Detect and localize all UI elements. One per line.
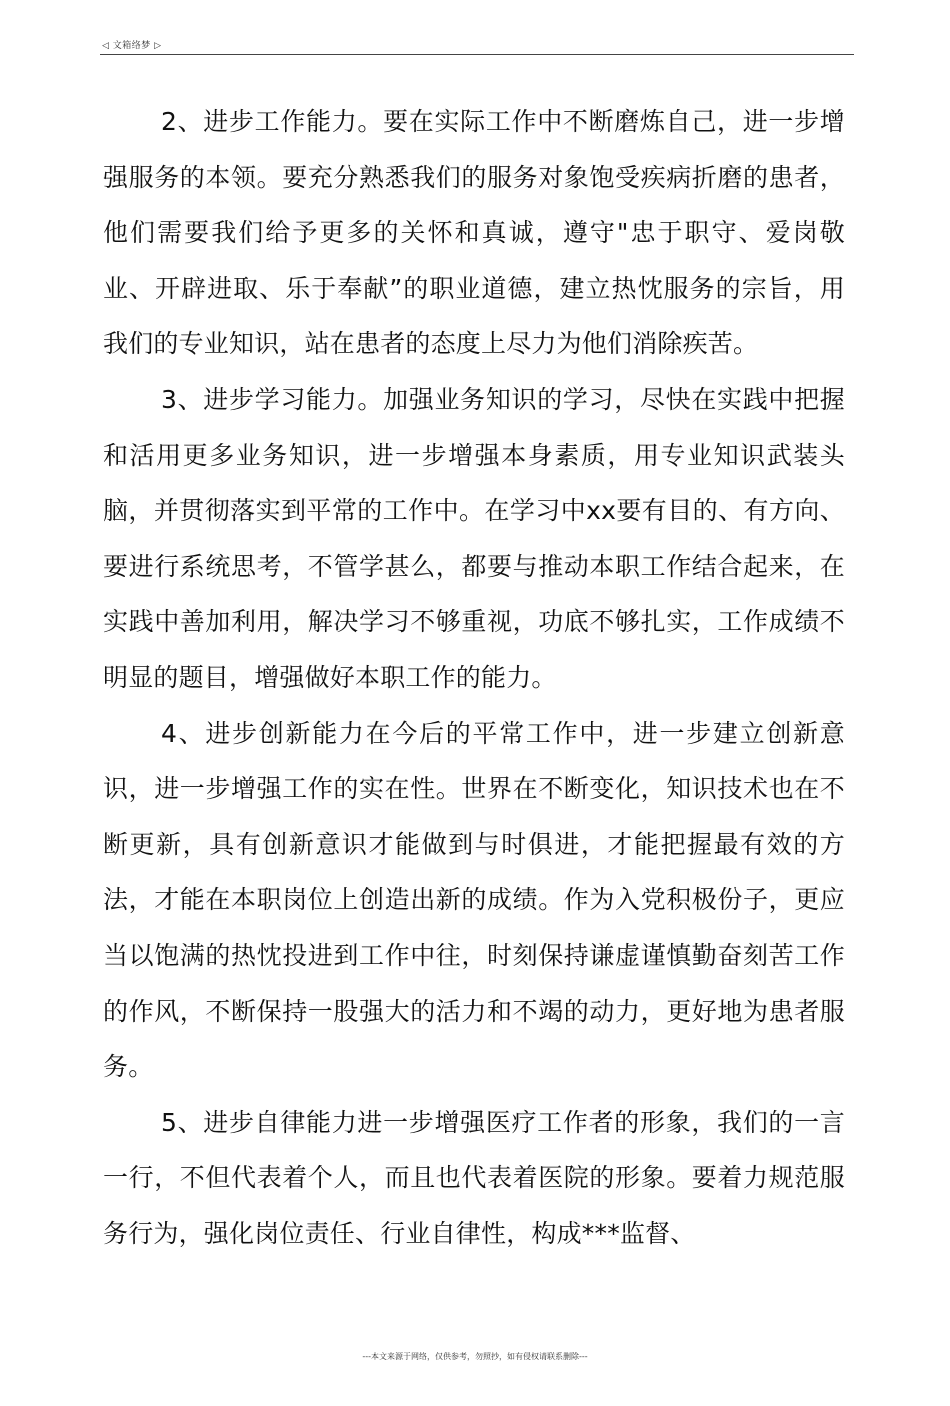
page-footer: ---本文来源于网络，仅供参考，勿照抄，如有侵权请联系删除--- xyxy=(362,1352,588,1361)
paragraph-2: 2、进步工作能力。要在实际工作中不断磨炼自己，进一步增强服务的本领。要充分熟悉我们的服务对象饱受疾病折磨的患者，他们需要我们给予更多的关怀和真诚，遵守"忠于职守、爱岗敬业、开辟进取、乐于奉献”的职业道德，建立热忱服务的宗旨，用我们的专业知识，站在患者的态度上尽力为他们消除疾苦。 xyxy=(103,107,845,359)
page-header xyxy=(100,38,854,55)
paragraph-5: 5、进步自律能力进一步增强医疗工作者的形象，我们的一言一行，不但代表着个人，而且也代表着医院的形象。要着力规范服务行为，强化岗位责任、行业自律性，构成***监督、 xyxy=(103,1107,845,1248)
paragraph-4: 4、进步创新能力在今后的平常工作中，进一步建立创新意识，进一步增强工作的实在性。世界在不断变化，知识技术也在不断更新，具有创新意识才能做到与时俱进，才能把握最有效的方法，才能在本职岗位上创造出新的成绩。作为入党积极份子，更应当以饱满的热忱投进到工作中往，时刻保持谦虚谨慎勤奋刻苦工作的作风，不断保持一股强大的活力和不竭的动力，更好地为患者服务。 xyxy=(103,718,845,1082)
paragraph-3: 3、进步学习能力。加强业务知识的学习，尽快在实践中把握和活用更多业务知识，进一步增强本身素质，用专业知识武装头脑，并贯彻落实到平常的工作中。在学习中xx要有目的、有方向、要进行系统思考，不管学甚么，都要与推动本职工作结合起来，在实践中善加利用，解决学习不够重视，功底不够扎实，工作成绩不明显的题目，增强做好本职工作的能力。 xyxy=(103,384,845,692)
document-body xyxy=(103,94,845,1261)
header-title: ◁ 文箱络梦 ▷ xyxy=(102,41,162,51)
